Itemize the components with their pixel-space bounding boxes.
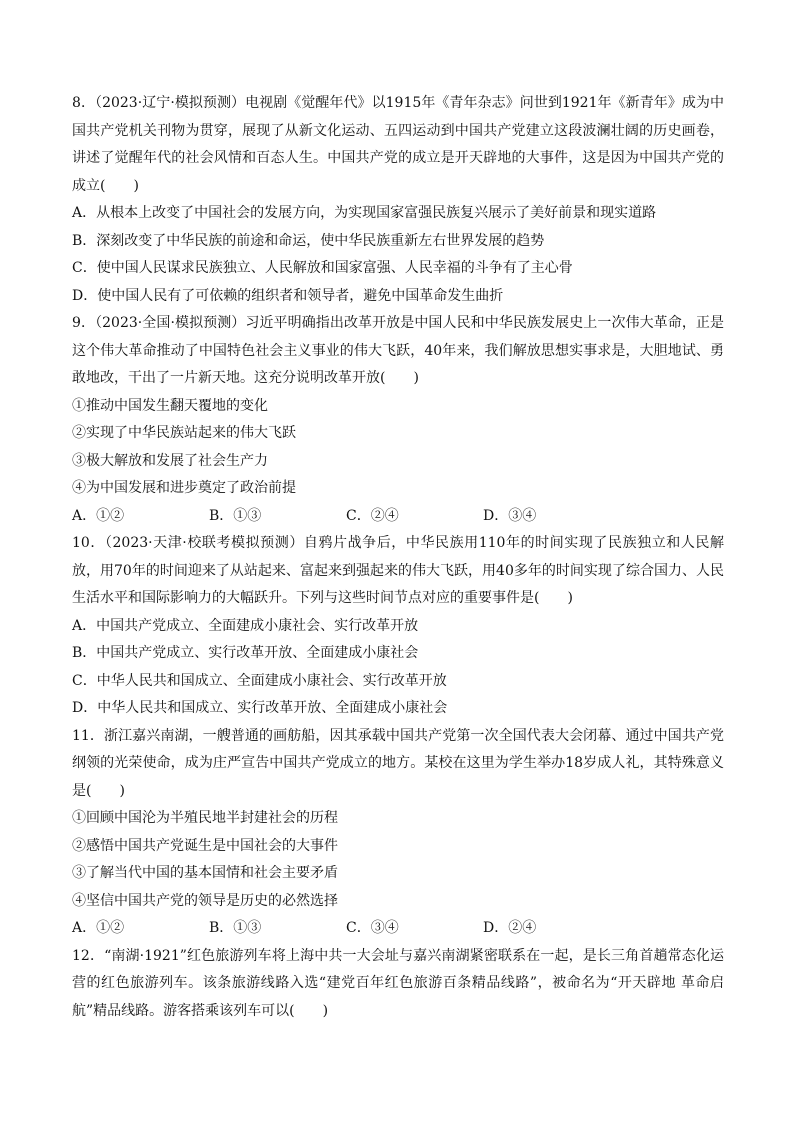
statement-4: ④为中国发展和进步奠定了政治前提 [72,480,296,496]
option-a: A．从根本上改变了中国社会的发展方向，为实现国家富强民族复兴展示了美好前景和现实道路 [72,205,657,221]
question-stem: 8．（2023·辽宁·模拟预测）电视剧《觉醒年代》以1915年《青年杂志》问世到1921年《新青年》成为中国共产党机关刊物为贯穿，展现了从新文化运动、五四运动到中国共产党建立这段波澜壮阔的历史画卷，讲述了觉醒年代的社会风情和百态人生。中国共产党的成立是开天辟地的大事件，这是因为中国共产党的成立( ) [72,95,724,194]
choice-d: D．③④ [483,507,537,524]
statement-1: ①推动中国发生翻天覆地的变化 [72,397,268,414]
statement-2: ②感悟中国共产党诞生是中国社会的大事件 [72,837,338,854]
question-stem: 12．“南湖·1921”红色旅游列车将上海中共一大会址与嘉兴南湖紧密联系在一起，是长三角首趟常态化运营的红色旅游列车。该条旅游线路入选“建党百年红色旅游百条精品线路”，被命名为“开天辟地 革命启航”精品线路。游客搭乘该列车可以( ) [72,947,724,1019]
statement-2: ②实现了中华民族站起来的伟大飞跃 [72,425,296,441]
choice-a: A．①② [72,507,125,524]
choice-a: A．①② [72,920,125,936]
choice-b: B．①③ [209,507,262,524]
question-stem: 11．浙江嘉兴南湖，一艘普通的画舫船，因其承载中国共产党第一次全国代表大会闭幕、通过中国共产党纲领的光荣使命，成为庄严宣告中国共产党成立的地方。某校在这里为学生举办18岁成人礼，其特殊意义是( ) [72,727,724,799]
question-11 [72,723,724,943]
option-b: B．深刻改变了中华民族的前途和命运，使中华民族重新左右世界发展的趋势 [72,232,545,249]
option-c: C．中华人民共和国成立、全面建成小康社会、实行改革开放 [72,672,447,689]
option-a: A．中国共产党成立、全面建成小康社会、实行改革开放 [72,617,419,634]
question-9 [72,310,724,530]
choice-b: B．①③ [209,920,262,936]
statement-4: ④坚信中国共产党的领导是历史的必然选择 [72,892,338,909]
question-12 [72,943,724,1026]
choice-d: D．②④ [483,920,537,936]
statement-3: ③了解当代中国的基本国情和社会主要矛盾 [72,865,338,881]
choice-c: C．③④ [346,920,399,936]
question-10 [72,530,724,723]
option-c: C．使中国人民谋求民族独立、人民解放和国家富强、人民幸福的斗争有了主心骨 [72,260,573,276]
choice-row [72,915,724,943]
choice-c: C．②④ [346,507,399,524]
choice-row [72,503,724,531]
question-8 [72,90,724,310]
question-stem: 10．（2023·天津·校联考模拟预测）自鸦片战争后，中华民族用110年的时间实现了民族独立和人民解放，用70年的时间迎来了从站起来、富起来到强起来的伟大飞跃，用40多年的时间实现了综合国力、人民生活水平和国际影响力的大幅跃升。下列与这些时间节点对应的重要事件是( ) [72,535,724,606]
option-d: D．使中国人民有了可依赖的组织者和领导者，避免中国革命发生曲折 [72,287,504,304]
statement-3: ③极大解放和发展了社会生产力 [72,452,268,469]
question-stem: 9．（2023·全国·模拟预测）习近平明确指出改革开放是中国人民和中华民族发展史上一次伟大革命，正是这个伟大革命推动了中国特色社会主义事业的伟大飞跃，40年来，我们解放思想实事求是，大胆地试、勇敢地改，干出了一片新天地。这充分说明改革开放( ) [72,315,724,386]
statement-1: ①回顾中国沦为半殖民地半封建社会的历程 [72,810,338,826]
exam-page [72,90,724,1025]
option-b: B．中国共产党成立、实行改革开放、全面建成小康社会 [72,645,419,661]
option-d: D．中华人民共和国成立、实行改革开放、全面建成小康社会 [72,700,448,716]
